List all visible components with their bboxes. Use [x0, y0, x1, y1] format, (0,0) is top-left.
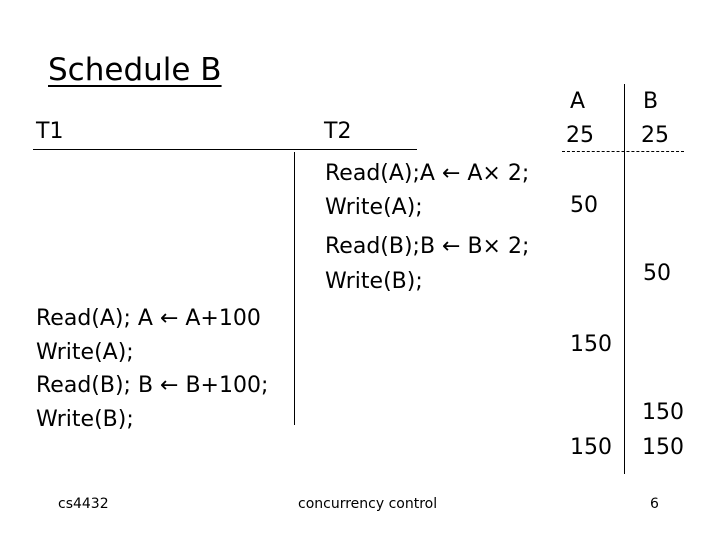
initial-b: 25: [641, 123, 669, 148]
final-b: 150: [642, 435, 684, 460]
value-b-after-t1: 150: [642, 400, 684, 425]
t2-op-read-b: Read(B);B ← B× 2;: [325, 234, 530, 259]
t1-op-write-a: Write(A);: [36, 340, 134, 365]
slide-title: Schedule B: [48, 52, 222, 88]
column-divider: [294, 152, 295, 425]
t2-op-write-b: Write(B);: [325, 269, 423, 294]
values-dashed-line: [562, 151, 684, 152]
t2-op-write-a: Write(A);: [325, 195, 423, 220]
header-t1: T1: [36, 119, 64, 144]
page-number: 6: [650, 496, 659, 512]
values-divider: [624, 84, 625, 474]
final-a: 150: [570, 435, 612, 460]
header-b: B: [643, 89, 659, 114]
value-b-after-t2: 50: [643, 261, 671, 286]
header-underline: [33, 149, 417, 150]
value-a-after-t2: 50: [570, 193, 598, 218]
t1-op-read-a: Read(A); A ← A+100: [36, 306, 261, 331]
t1-op-write-b: Write(B);: [36, 407, 134, 432]
footer-course: cs4432: [58, 496, 109, 512]
footer-topic: concurrency control: [298, 496, 438, 512]
value-a-after-t1: 150: [570, 332, 612, 357]
t1-op-read-b: Read(B); B ← B+100;: [36, 373, 269, 398]
header-t2: T2: [324, 119, 352, 144]
header-a: A: [570, 89, 586, 114]
initial-a: 25: [566, 123, 594, 148]
t2-op-read-a: Read(A);A ← A× 2;: [325, 161, 530, 186]
